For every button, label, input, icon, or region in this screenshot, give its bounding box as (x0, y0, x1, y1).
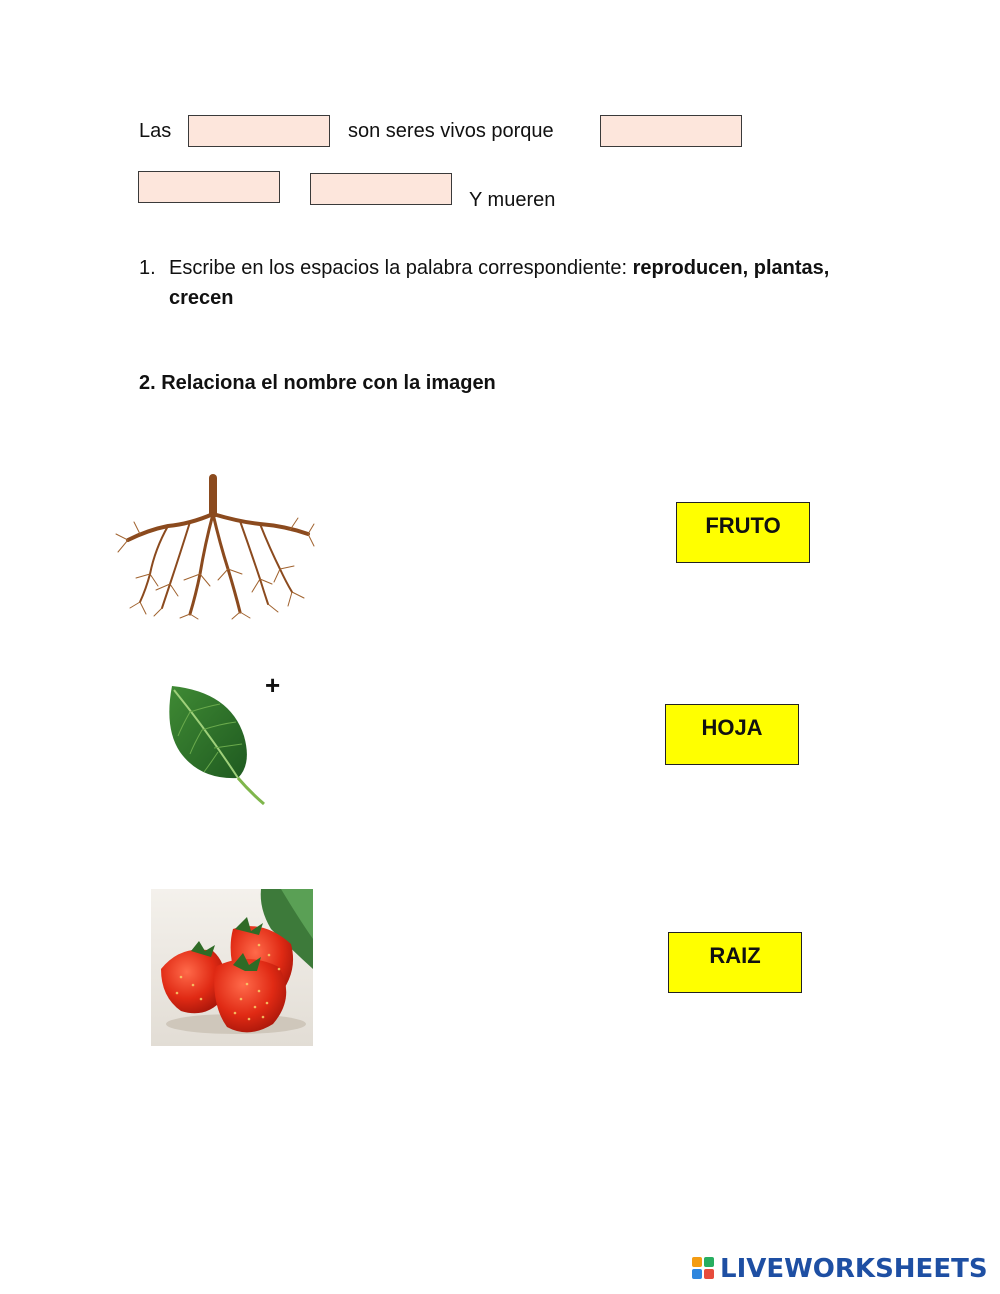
instruction-2-title: 2. Relaciona el nombre con la imagen (139, 372, 496, 394)
instruction-1-number: 1. (139, 257, 156, 279)
instruction-1-words-cont: crecen (169, 287, 234, 309)
sentence-word-las: Las (139, 120, 172, 142)
logo-mark-icon (692, 1257, 716, 1281)
label-raiz[interactable]: RAIZ (668, 932, 802, 993)
blank-input-1[interactable] (188, 115, 330, 147)
instruction-1 (169, 253, 869, 313)
blank-input-4[interactable] (310, 173, 452, 205)
plus-icon: + (265, 670, 281, 700)
strawberries-image (151, 889, 313, 1046)
label-fruto[interactable]: FRUTO (676, 502, 810, 563)
liveworksheets-logo (692, 1254, 988, 1284)
instruction-1-words: reproducen, plantas, (632, 257, 830, 279)
leaf-image (160, 682, 270, 808)
brand-name: LIVEWORKSHEETS (720, 1254, 988, 1284)
blank-input-2[interactable] (600, 115, 742, 147)
instruction-1-text: Escribe en los espacios la palabra correspondiente: (169, 257, 633, 279)
blank-input-3[interactable] (138, 171, 280, 203)
root-image (110, 474, 316, 620)
label-hoja[interactable]: HOJA (665, 704, 799, 765)
sentence-end-text: Y mueren (469, 189, 556, 211)
sentence-middle-text: son seres vivos porque (348, 120, 554, 142)
